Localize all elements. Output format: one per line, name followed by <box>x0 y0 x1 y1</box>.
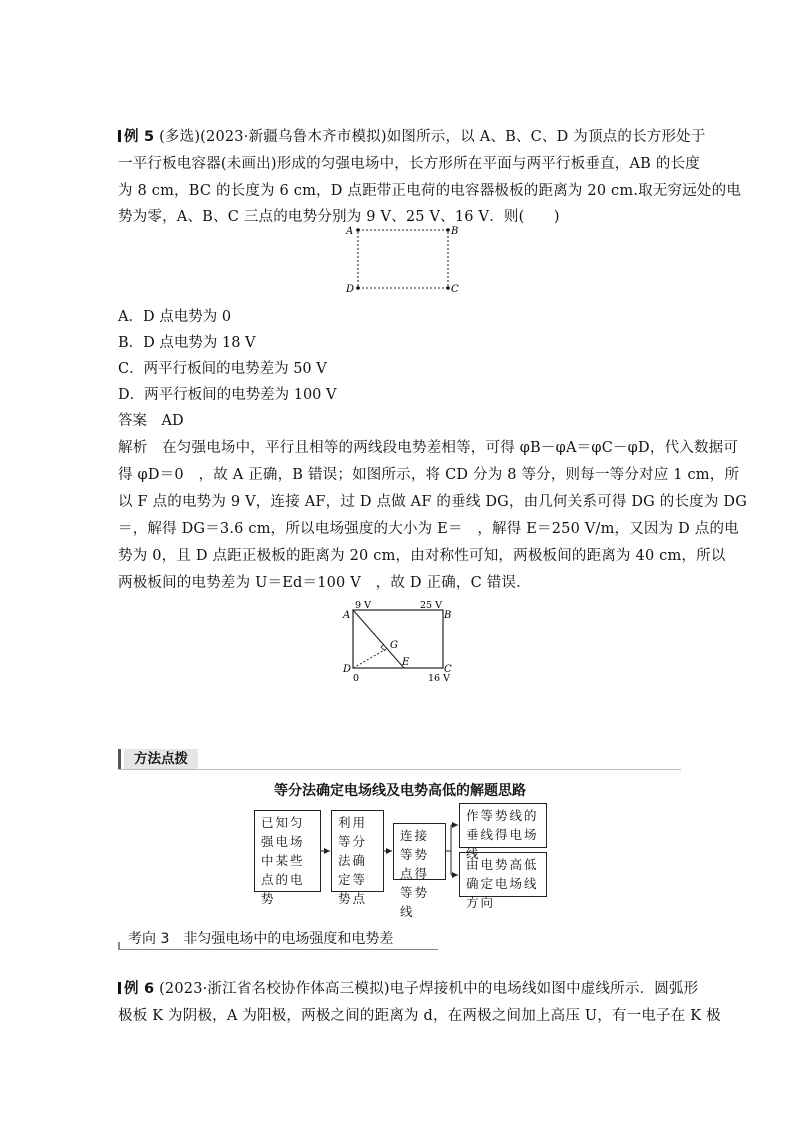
example5-line1 <box>118 125 706 146</box>
point-d <box>356 286 360 290</box>
sub-heading-text: 考向 3 非匀强电场中的电场强度和电势差 <box>128 931 394 947</box>
label-d: D <box>346 284 355 295</box>
analysis-figure <box>336 598 466 684</box>
fig2-label-g: G <box>390 640 398 651</box>
analysis-line5: 势为 0，且 D 点距正极板的距离为 20 cm，由对称性可知，两极板间的距离为 40 cm，所以 <box>118 548 726 564</box>
fig2-label-d: D <box>343 664 352 675</box>
rectangle-figure <box>340 222 460 296</box>
flow-box-equal-division: 利用等分法确定等势点 <box>331 810 384 892</box>
example5-text1: (多选)(2023·新疆乌鲁木齐市模拟)如图所示，以 A、B、C、D 为顶点的长方形处于 <box>159 129 706 145</box>
sub-heading-rule <box>118 949 438 950</box>
analysis-line2: 得 φD＝0 ，故 A 正确，B 错误；如图所示，将 CD 分为 8 等分，则每一等分对应 1 cm，所 <box>118 467 740 483</box>
point-a <box>356 228 360 232</box>
example5-line3: 为 8 cm，BC 的长度为 6 cm，D 点距带正电荷的电容器极板的距离为 20 cm.取无穷远处的电 <box>118 183 742 199</box>
flow-box-direction: 由电势高低确定电场线方向 <box>459 852 547 897</box>
option-b: B．D 点电势为 18 V <box>118 335 256 351</box>
analysis-line3: 以 F 点的电势为 9 V，连接 AF，过 D 点做 AF 的垂线 DG，由几何关系可得 DG 的长度为 DG <box>118 494 747 510</box>
fig2-value-0: 0 <box>353 673 360 684</box>
flow-box-connect-points: 连接等势点得等势线 <box>393 823 446 880</box>
analysis-line6: 两极板间的电势差为 U＝Ed＝100 V ，故 D 正确，C 错误． <box>118 575 531 591</box>
sub-heading-tick <box>118 942 120 950</box>
example6-text1: (2023·浙江省名校协作体高三模拟)电子焊接机中的电场线如图中虚线所示．圆弧形 <box>159 981 699 997</box>
example5-line4: 势为零，A、B、C 三点的电势分别为 9 V、25 V、16 V．则( ) <box>118 209 560 225</box>
label-a: A <box>346 226 354 237</box>
point-b <box>446 228 450 232</box>
sub-heading <box>118 928 438 950</box>
method-section-label: 方法点拨 <box>124 749 198 769</box>
fig2-value-9v: 9 V <box>355 600 371 611</box>
analysis-line1: 解析 在匀强电场中，平行且相等的两线段电势差相等，可得 φB－φA＝φC－φD，代入数据可 <box>118 440 739 456</box>
example5-line2: 一平行板电容器(未画出)形成的匀强电场中，长方形所在平面与两平行板垂直，AB 的长度 <box>118 156 700 172</box>
flow-title: 等分法确定电场线及电势高低的解题思路 <box>274 783 526 799</box>
flow-box-known-potentials: 已知匀强电场中某些点的电势 <box>254 810 321 892</box>
option-a: A．D 点电势为 0 <box>118 309 232 325</box>
line-af <box>353 610 404 668</box>
fig2-label-c: C <box>444 664 452 675</box>
option-c: C．两平行板间的电势差为 50 V <box>118 361 327 377</box>
example6-tag: 例 6 <box>118 977 154 998</box>
example6-line1 <box>118 977 698 998</box>
flow-box-perpendicular: 作等势线的垂线得电场线 <box>459 803 547 848</box>
example6-line2: 极板 K 为阴极，A 为阳极，两极之间的距离为 d，在两极之间加上高压 U，有一电子在 K 极 <box>118 1008 721 1024</box>
flow-arrows <box>320 800 462 900</box>
line-dg <box>353 648 388 668</box>
section-rule <box>118 769 681 770</box>
rectangle-dashed <box>358 230 448 288</box>
fig2-label-a: A <box>343 610 351 621</box>
label-c: C <box>451 284 459 295</box>
fig2-value-25v: 25 V <box>420 600 442 611</box>
rectangle-solid <box>353 610 443 668</box>
answer-label: 答案 <box>118 413 147 429</box>
answer-line <box>118 409 184 430</box>
answer-value: AD <box>161 413 184 429</box>
fig2-label-b: B <box>444 610 452 621</box>
fig2-label-e: E <box>402 657 410 668</box>
fig2-value-16v: 16 V <box>428 673 450 684</box>
method-section-bar <box>118 748 681 770</box>
option-d: D．两平行板间的电势差为 100 V <box>118 387 337 403</box>
point-c <box>446 286 450 290</box>
example5-tag: 例 5 <box>118 125 154 146</box>
label-b: B <box>451 226 459 237</box>
analysis-line4: ＝，解得 DG＝3.6 cm，所以电场强度的大小为 E＝ ，解得 E＝250 V/m，又因为 D 点的电 <box>118 521 739 537</box>
section-mark <box>118 749 121 769</box>
